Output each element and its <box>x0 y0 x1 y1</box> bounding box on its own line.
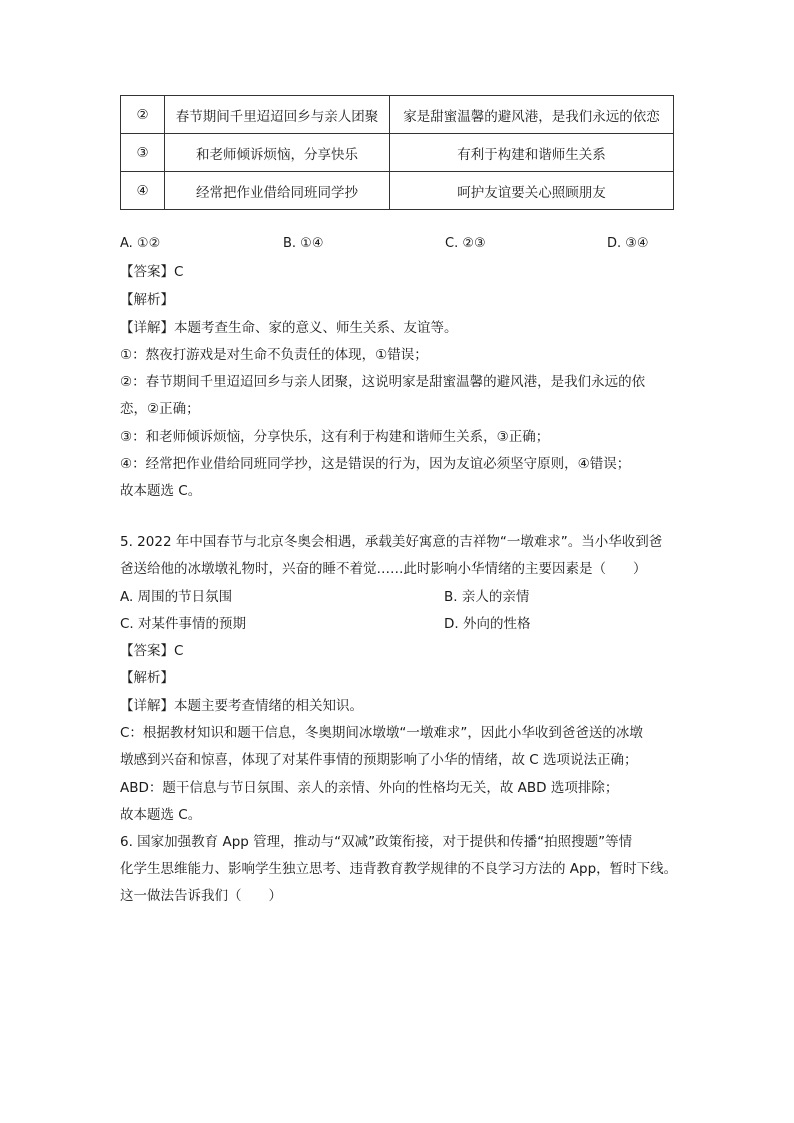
q4-option-a: A. ①② <box>120 236 161 251</box>
q4-analysis-line: ③：和老师倾诉烦恼，分享快乐，这有利于构建和谐师生关系，③正确； <box>120 429 550 445</box>
q6-stem: 这一做法告诉我们（ ） <box>120 888 282 904</box>
row-meaning: 有利于构建和谐师生关系 <box>390 134 674 172</box>
row-meaning: 呵护友谊要关心照顾朋友 <box>390 172 674 210</box>
q4-conclusion: 故本题选 C。 <box>120 483 202 499</box>
q4-analysis-line: 恋，②正确； <box>120 401 200 417</box>
q5-analysis-line: C：根据教材知识和题干信息，冬奥期间冰墩墩“一墩难求”，因此小华收到爸爸送的冰墩 <box>120 725 643 741</box>
q4-option-c: C. ②③ <box>445 236 486 251</box>
table-row <box>121 172 674 210</box>
q5-option-a: A. 周围的节日氛围 <box>120 589 233 605</box>
q4-option-d: D. ③④ <box>607 236 649 251</box>
row-meaning: 家是甜蜜温馨的避风港，是我们永远的依恋 <box>390 96 674 134</box>
q4-analysis-title: 【解析】 <box>120 292 174 308</box>
table-row <box>121 96 674 134</box>
row-item: 经常把作业借给同班同学抄 <box>165 172 390 210</box>
q5-stem: 5. 2022 年中国春节与北京冬奥会相遇，承载美好寓意的吉祥物“一墩难求”。当小华收到爸 <box>120 534 663 550</box>
q5-answer: 【答案】C <box>120 643 184 659</box>
q5-analysis-line: ABD：题干信息与节日氛围、亲人的亲情、外向的性格均无关，故 ABD 选项排除； <box>120 780 619 796</box>
q5-option-b: B. 亲人的亲情 <box>444 589 530 605</box>
row-item: 和老师倾诉烦恼，分享快乐 <box>165 134 390 172</box>
q4-analysis-line: ②：春节期间千里迢迢回乡与亲人团聚，这说明家是甜蜜温馨的避风港，是我们永远的依 <box>120 374 646 390</box>
row-item: 春节期间千里迢迢回乡与亲人团聚 <box>165 96 390 134</box>
q5-option-c: C. 对某件事情的预期 <box>120 616 247 632</box>
q5-detail: 【详解】本题主要考查情绪的相关知识。 <box>120 698 363 714</box>
q4-options <box>120 236 680 256</box>
q4-analysis-line: ①：熬夜打游戏是对生命不负责任的体现，①错误； <box>120 347 428 363</box>
q4-detail: 【详解】本题考查生命、家的意义、师生关系、友谊等。 <box>120 320 458 336</box>
row-number: ④ <box>121 172 165 210</box>
q4-analysis-line: ④：经常把作业借给同班同学抄，这是错误的行为，因为友谊必须坚守原则，④错误； <box>120 456 631 472</box>
q6-stem: 6. 国家加强教育 App 管理，推动与“双减”政策衔接，对于提供和传播“拍照搜题”等情 <box>120 834 633 850</box>
q5-analysis-line: 墩感到兴奋和惊喜，体现了对某件事情的预期影响了小华的情绪，故 C 选项说法正确； <box>120 752 638 768</box>
q4-answer: 【答案】C <box>120 264 184 280</box>
comparison-table <box>120 95 674 210</box>
table-row <box>121 134 674 172</box>
row-number: ③ <box>121 134 165 172</box>
q6-stem: 化学生思维能力、影响学生独立思考、违背教育教学规律的不良学习方法的 App，暂时下线。 <box>120 861 678 877</box>
q5-option-d: D. 外向的性格 <box>444 616 531 632</box>
row-number: ② <box>121 96 165 134</box>
q5-stem: 爸送给他的冰墩墩礼物时，兴奋的睡不着觉……此时影响小华情绪的主要因素是（ ） <box>120 561 647 577</box>
q5-analysis-title: 【解析】 <box>120 670 174 686</box>
q4-option-b: B. ①④ <box>283 236 324 251</box>
q5-conclusion: 故本题选 C。 <box>120 807 202 823</box>
